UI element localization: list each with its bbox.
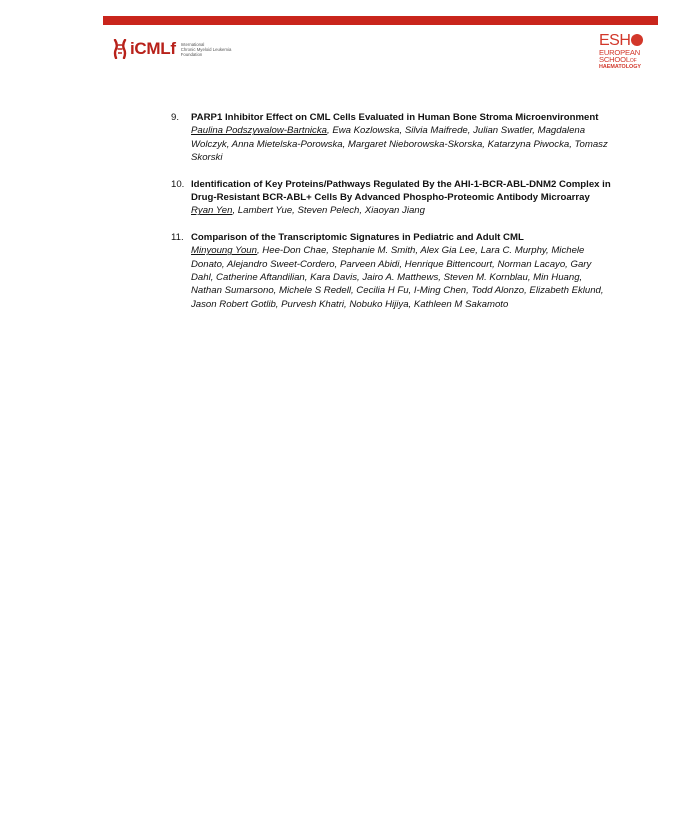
abstract-authors bbox=[191, 204, 611, 217]
co-authors: , Ewa Kozlowska, Silvia Maifrede, Julian Swatler, Magdalena Wolczyk, Anna Mietelska-Porowska, Margaret Nieborowska-Skorska, Katarzyna Piwocka, Tomasz Skorski bbox=[191, 125, 608, 164]
header-bar bbox=[103, 16, 658, 25]
abstract-item bbox=[171, 178, 611, 218]
esh-dot-icon bbox=[631, 34, 643, 46]
chromosome-icon bbox=[113, 39, 127, 59]
abstract-item bbox=[171, 231, 611, 311]
presenting-author: Paulina Podszywalow-Bartnicka bbox=[191, 125, 327, 137]
icmlf-wordmark: iCMLf bbox=[130, 39, 176, 58]
abstract-item bbox=[171, 111, 611, 165]
abstract-authors bbox=[191, 124, 611, 164]
abstract-number: 11. bbox=[171, 231, 184, 243]
co-authors: , Lambert Yue, Steven Pelech, Xiaoyan Jiang bbox=[232, 205, 425, 217]
abstract-number: 9. bbox=[171, 112, 180, 123]
esh-title: ESH bbox=[599, 32, 631, 49]
presenting-author: Minyoung Youn bbox=[191, 245, 257, 257]
abstract-title: PARP1 Inhibitor Effect on CML Cells Evaluated in Human Bone Stroma Microenvironment bbox=[191, 112, 599, 123]
icmlf-subtitle: International Chronic Myeloid Leukemia Foundation bbox=[180, 41, 232, 57]
co-authors: , Hee-Don Chae, Stephanie M. Smith, Alex Gia Lee, Lara C. Murphy, Michele Donato, Alejandro Sweet-Cordero, Parveen Abidi, Henrique Bittencourt, Norman Lacayo, Gary Dahl, Catherine Aftandilian, Kara Davis, Jairo A. Matthews, Steven M. Kornblau, Min Huang, Nathan Sumarsono, Michele S Redell, Cecilia H Fu, I-Ming Chen, Todd Alonzo, Elizabeth Eklund, Jason Robert Gotlib, Purvesh Khatri, Nobuko Hijiya, Kathleen M Sakamoto bbox=[191, 245, 604, 310]
presenting-author: Ryan Yen bbox=[191, 205, 233, 217]
abstract-list bbox=[171, 111, 611, 324]
abstract-title: Comparison of the Transcriptomic Signatures in Pediatric and Adult CML bbox=[191, 231, 524, 243]
icmlf-logo bbox=[113, 37, 241, 61]
esh-line-haematology: HAEMATOLOGY bbox=[599, 64, 642, 70]
esh-line-school: SCHOOLOF bbox=[599, 55, 637, 64]
esh-line-european: EUROPEAN bbox=[599, 48, 641, 57]
abstract-authors bbox=[191, 244, 611, 311]
abstract-title: Identification of Key Proteins/Pathways Regulated By the AHI-1-BCR-ABL-DNM2 Complex in Drug-Resistant BCR-ABL+ Cells By Advanced Phospho-Proteomic Antibody Microarray bbox=[191, 178, 611, 204]
abstract-number: 10. bbox=[171, 178, 185, 190]
esh-logo bbox=[599, 33, 651, 75]
